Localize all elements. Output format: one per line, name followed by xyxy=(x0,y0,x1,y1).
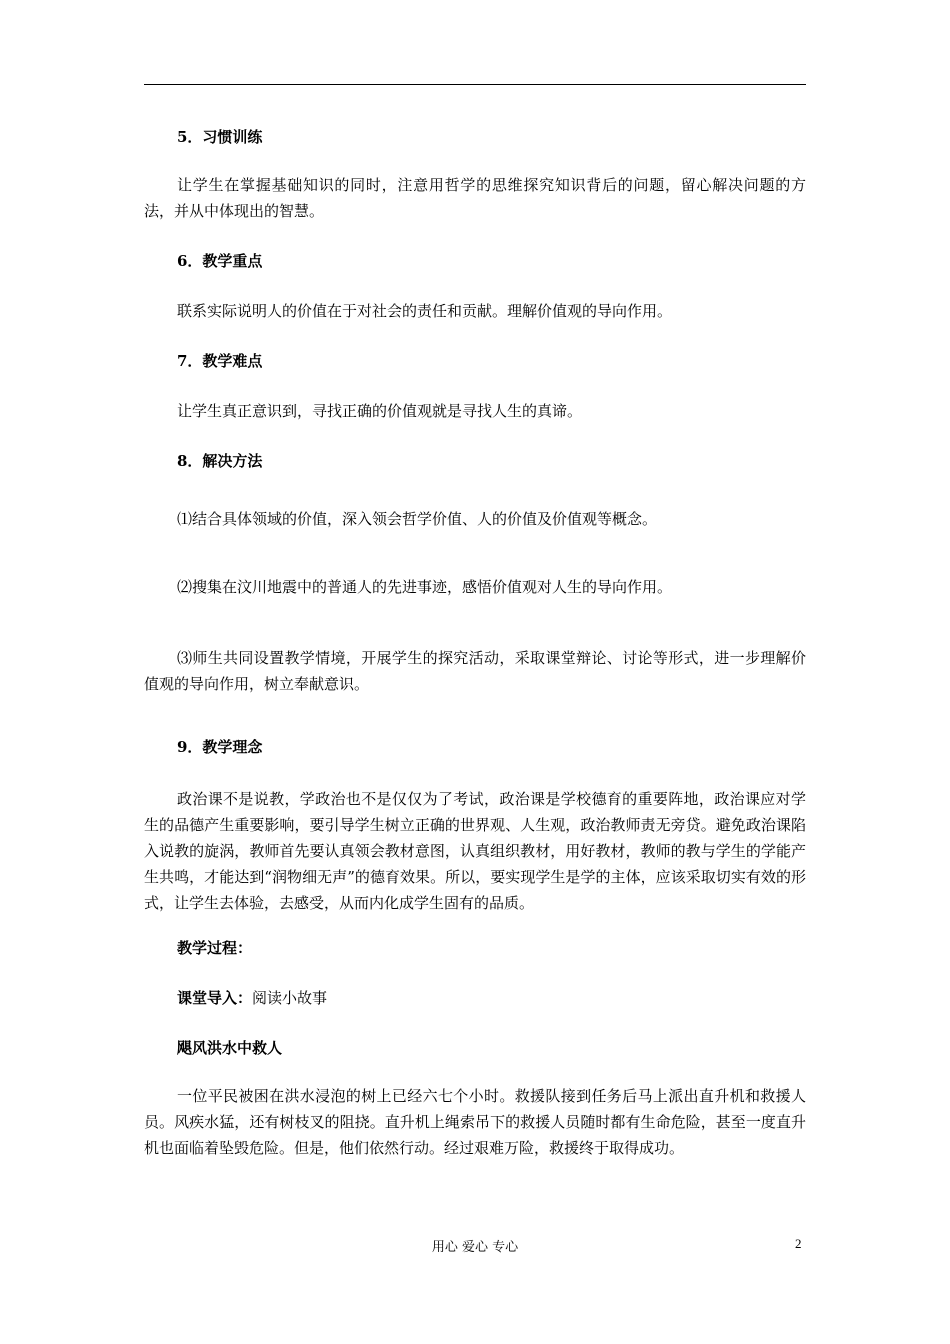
section-body-teaching-difficulty: 让学生真正意识到，寻找正确的价值观就是寻找人生的真谛。 xyxy=(177,402,583,420)
section-body-teaching-philosophy: 政治课不是说教，学政治也不是仅仅为了考试，政治课是学校德育的重要阵地，政治课应对学生的品德产生重要影响，要引导学生树立正确的世界观、人生观，政治教师责无旁贷。避免政治课陷入说教的旋涡，教师首先要认真领会教材意图，认真组织教材，用好教材，教师的教与学生的学能产生共鸣，才能达到“润物细无声”的德育效果。所以，要实现学生是学的主体，应该采取切实有效的形式，让学生去体验，去感受，从而内化成学生固有的品质。 xyxy=(144,790,806,912)
solution-item-1: ⑴结合具体领域的价值，深入领会哲学价值、人的价值及价值观等概念。 xyxy=(177,510,658,528)
solution-item-2: ⑵搜集在汶川地震中的普通人的先进事迹，感悟价值观对人生的导向作用。 xyxy=(177,578,673,596)
section-body-habit-training: 让学生在掌握基础知识的同时，注意用哲学的思维探究知识背后的问题，留心解决问题的方法，并从中体现出的智慧。 xyxy=(144,176,806,220)
class-intro-label: 课堂导入： xyxy=(177,989,253,1007)
story-body: 一位平民被困在洪水浸泡的树上已经六七个小时。救援队接到任务后马上派出直升机和救援人员。风疾水猛，还有树枝叉的阻挠。直升机上绳索吊下的救援人员随时都有生命危险，甚至一度直升机也面临着坠毁危险。但是，他们依然行动。经过艰难万险，救援终于取得成功。 xyxy=(144,1087,806,1157)
section-heading-solution-methods: 8．解决方法 xyxy=(177,452,263,470)
section-heading-teaching-focus: 6．教学重点 xyxy=(177,252,263,270)
section-heading-teaching-philosophy: 9．教学理念 xyxy=(177,738,263,756)
footer-slogan: 用心 爱心 专心 xyxy=(431,1240,519,1255)
teaching-process-heading: 教学过程： xyxy=(177,939,253,957)
page-number: 2 xyxy=(795,1236,802,1251)
class-intro-text: 阅读小故事 xyxy=(252,989,328,1007)
section-heading-habit-training: 5．习惯训练 xyxy=(177,128,263,146)
class-intro-line xyxy=(144,985,839,1011)
section-body-teaching-focus: 联系实际说明人的价值在于对社会的责任和贡献。理解价值观的导向作用。 xyxy=(177,302,673,320)
section-heading-teaching-difficulty: 7．教学难点 xyxy=(177,352,263,370)
solution-item-3: ⑶师生共同设置教学情境，开展学生的探究活动，采取课堂辩论、讨论等形式，进一步理解价值观的导向作用，树立奉献意识。 xyxy=(144,649,806,693)
header-rule xyxy=(144,84,806,85)
story-title: 飓风洪水中救人 xyxy=(177,1039,283,1057)
